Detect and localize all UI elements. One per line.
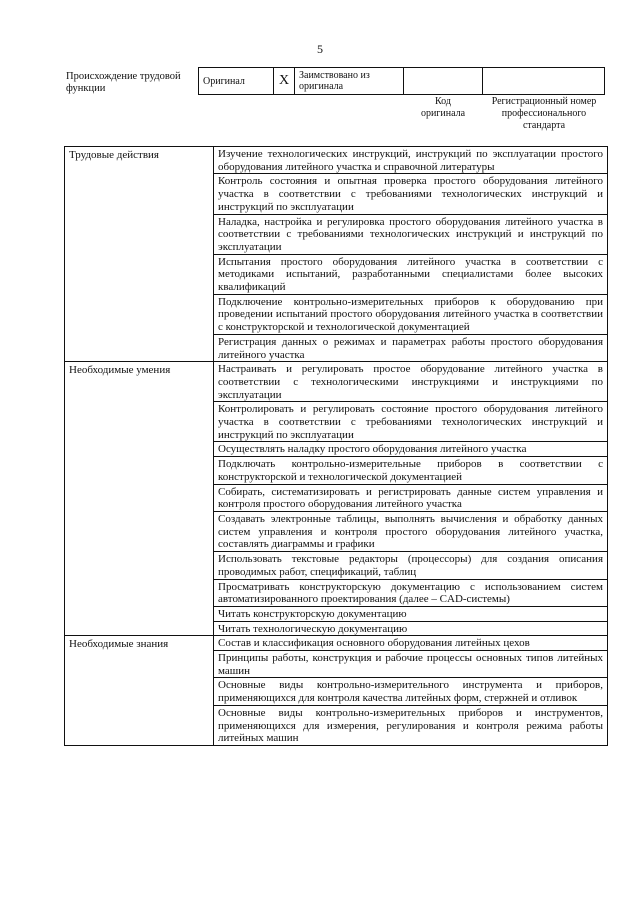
table-cell: Изучение технологических инструкций, инструкций по эксплуатации простого оборудования литейного участка и справочной литературы	[214, 147, 608, 174]
table-cell: Регистрация данных о режимах и параметрах работы простого оборудования литейного участка	[214, 334, 608, 361]
table-cell: Состав и классификация основного оборудования литейных цехов	[214, 636, 608, 651]
table-cell: Собирать, систематизировать и регистрировать данные систем управления и контроля простого оборудования литейного участка	[214, 484, 608, 511]
origin-code-cell	[404, 68, 483, 95]
section-label-labor-actions: Трудовые действия	[65, 147, 214, 362]
section-label-required-skills: Необходимые умения	[65, 362, 214, 636]
origin-label: Происхождение трудовой функции	[66, 71, 181, 94]
table-cell: Осуществлять наладку простого оборудования литейного участка	[214, 442, 608, 457]
table-row	[65, 362, 608, 402]
labor-function-table	[64, 146, 608, 746]
table-cell: Подключение контрольно-измерительных приборов к оборудованию при проведении испытаний простого оборудования литейного участка в соответствии с конструкторской и технологической документацией	[214, 294, 608, 334]
table-cell: Использовать текстовые редакторы (процессоры) для создания описания проводимых работ, спецификаций, таблиц	[214, 552, 608, 579]
table-cell: Настраивать и регулировать простое оборудование литейного участка в соответствии с технологическими инструкциями и инструкциями по эксплуатации	[214, 362, 608, 402]
table-cell: Контроль состояния и опытная проверка простого оборудования литейного участка в соответствии с требованиями технологических инструкций и инструкций по эксплуатации	[214, 174, 608, 214]
table-cell: Читать конструкторскую документацию	[214, 606, 608, 621]
table-cell: Контролировать и регулировать состояние простого оборудования литейного участка в соответствии с требованиями технологических инструкций и инструкций по эксплуатации	[214, 402, 608, 442]
page-number: 5	[317, 42, 323, 56]
caption-code: Код оригинала	[420, 96, 466, 119]
table-cell: Подключать контрольно-измерительные приборов в соответствии с конструкторской и технологической документацией	[214, 457, 608, 484]
origin-mark-cell: X	[274, 68, 295, 95]
table-cell: Создавать электронные таблицы, выполнять вычисления и обработку данных систем управления и контроля простого оборудования литейного участка, составлять диаграммы и графики	[214, 511, 608, 551]
origin-borrowed-cell: Заимствовано из оригинала	[295, 68, 404, 95]
table-row	[65, 147, 608, 174]
table-cell: Основные виды контрольно-измерительного инструмента и приборов, применяющихся для контроля качества литейных форм, стержней и отливок	[214, 678, 608, 705]
caption-reg-number: Регистрационный номер профессионального стандарта	[491, 96, 597, 131]
origin-table	[198, 67, 605, 95]
origin-reg-number-cell	[483, 68, 605, 95]
table-cell: Наладка, настройка и регулировка простого оборудования литейного участка в соответствии с требованиями технологических инструкций и инструкций по эксплуатации	[214, 214, 608, 254]
origin-original-cell: Оригинал	[199, 68, 274, 95]
section-label-required-knowledge: Необходимые знания	[65, 636, 214, 746]
table-cell: Читать технологическую документацию	[214, 621, 608, 636]
table-row	[65, 636, 608, 651]
table-cell: Просматривать конструкторскую документацию с использованием систем автоматизированного проектирования (далее – CAD-системы)	[214, 579, 608, 606]
table-cell: Основные виды контрольно-измерительных приборов и инструментов, применяющихся для измерения, регулирования и контроля режима работы литейных машин	[214, 705, 608, 745]
table-cell: Принципы работы, конструкция и рабочие процессы основных типов литейных машин	[214, 651, 608, 678]
table-cell: Испытания простого оборудования литейного участка в соответствии с методиками испытаний, разработанными специалистами более высоких квалификаций	[214, 254, 608, 294]
